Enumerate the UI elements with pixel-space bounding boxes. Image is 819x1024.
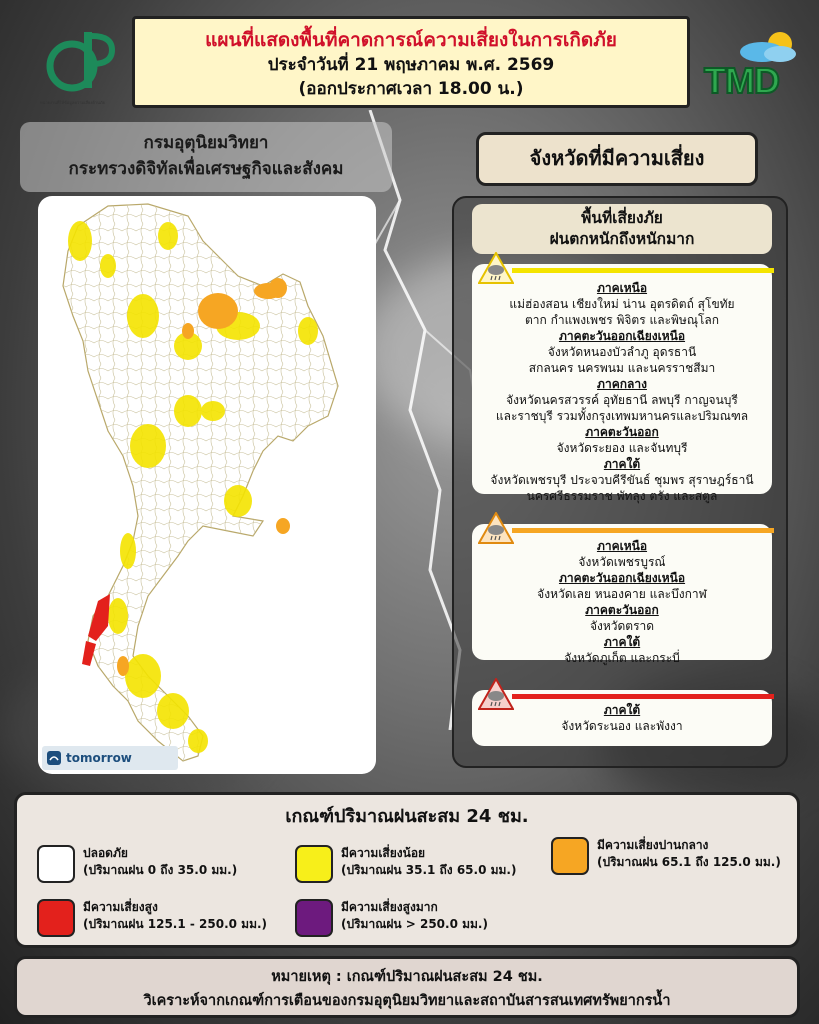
page-title: แผนที่แสดงพื้นที่คาดการณ์ความเสี่ยงในการเกิดภัย: [205, 29, 617, 51]
legend-swatch-very-high: [295, 899, 333, 937]
ministry-logo-caption: หน่วยงานที่ให้ข้อมูลความเสี่ยงด้านภัย: [40, 100, 105, 105]
low-central-line2: และราชบุรี รวมทั้งกรุงเทพมหานครและปริมณฑล: [495, 409, 749, 423]
medium-east-line1: จังหวัดตราด: [589, 619, 655, 633]
medium-risk-bar: [512, 528, 774, 533]
low-north-line1: แม่ฮ่องสอน เชียงใหม่ น่าน อุตรดิตถ์ สุโขทัย: [509, 297, 735, 311]
low-northeast-line2: สกลนคร นครพนม และนครราชสีมา: [528, 361, 716, 375]
low-region-northeast: ภาคตะวันออกเฉียงเหนือ: [558, 329, 686, 343]
medium-region-south: ภาคใต้: [603, 635, 641, 649]
legend-title: เกณฑ์ปริมาณฝนสะสม 24 ชม.: [285, 806, 529, 827]
low-region-south: ภาคใต้: [603, 457, 641, 471]
medium-risk-card: [472, 524, 772, 665]
legend-range-very-high: (ปริมาณฝน > 250.0 มม.): [341, 917, 488, 931]
risk-details-panel: [452, 196, 788, 768]
legend-label-medium: มีความเสี่ยงปานกลาง: [597, 838, 709, 852]
department-box: [20, 122, 392, 192]
low-central-line1: จังหวัดนครสวรรค์ อุทัยธานี ลพบุรี กาญจนบุรี: [506, 393, 738, 407]
rain-cloud-warning-icon: [478, 678, 514, 710]
legend-label-low: มีความเสี่ยงน้อย: [341, 846, 426, 860]
low-south-line1: จังหวัดเพชรบุรี ประจวบคีรีขันธ์ ชุมพร สุราษฎร์ธานี: [490, 473, 754, 487]
medium-region-northeast: ภาคตะวันออกเฉียงเหนือ: [558, 571, 686, 585]
medium-north-line1: จังหวัดเพชรบูรณ์: [578, 555, 666, 569]
low-south-line2: นครศรีธรรมราช พัทลุง ตรัง และสตูล: [526, 489, 718, 503]
hazard-title-line2: ฝนตกหนักถึงหนักมาก: [549, 230, 695, 248]
low-risk-card: [472, 264, 772, 503]
header-banner: [132, 16, 690, 108]
low-north-line2: ตาก กำแพงเพชร พิจิตร และพิษณุโลก: [524, 313, 720, 327]
legend-range-high: (ปริมาณฝน 125.1 - 250.0 มม.): [83, 917, 268, 931]
legend-item-safe: [37, 845, 237, 883]
tmd-logo: [700, 30, 804, 100]
high-risk-card: [472, 690, 772, 746]
low-region-east: ภาคตะวันออก: [585, 425, 659, 439]
high-region-south: ภาคใต้: [603, 703, 641, 717]
low-risk-bar: [512, 268, 774, 273]
rain-cloud-warning-icon: [478, 252, 514, 284]
medium-region-north: ภาคเหนือ: [596, 539, 648, 553]
legend-swatch-low: [295, 845, 333, 883]
legend-item-medium: [551, 837, 781, 875]
medium-south-line1: จังหวัดภูเก็ต และกระบี่: [564, 651, 680, 665]
medium-northeast-line1: จังหวัดเลย หนองคาย และบึงกาฬ: [537, 587, 707, 601]
forecast-date: ประจำวันที่ 21 พฤษภาคม พ.ศ. 2569: [267, 55, 555, 75]
department-name: กรมอุตุนิยมวิทยา: [143, 133, 269, 153]
rain-cloud-warning-icon: [478, 512, 514, 544]
legend-range-safe: (ปริมาณฝน 0 ถึง 35.0 มม.): [83, 863, 238, 877]
thailand-risk-map: [38, 196, 376, 774]
risk-provinces-heading: จังหวัดที่มีความเสี่ยง: [476, 132, 758, 186]
hazard-title: [472, 204, 772, 254]
tomorrow-badge: [42, 746, 178, 770]
tmd-logo-text: TMD: [704, 60, 779, 101]
tomorrow-badge-label: tomorrow: [66, 751, 132, 765]
medium-region-east: ภาคตะวันออก: [585, 603, 659, 617]
low-east-line1: จังหวัดระยอง และจันทบุรี: [556, 441, 688, 455]
legend-item-high: [37, 899, 267, 937]
rainfall-legend: [14, 792, 800, 948]
ministry-name: กระทรวงดิจิทัลเพื่อเศรษฐกิจและสังคม: [68, 159, 344, 179]
footnote-box: [14, 956, 800, 1018]
low-region-north: ภาคเหนือ: [596, 281, 648, 295]
legend-label-safe: ปลอดภัย: [83, 846, 128, 860]
legend-swatch-medium: [551, 837, 589, 875]
low-region-central: ภาคกลาง: [597, 377, 647, 391]
footnote-line1: หมายเหตุ : เกณฑ์ปริมาณฝนสะสม 24 ชม.: [271, 969, 543, 985]
legend-label-high: มีความเสี่ยงสูง: [83, 900, 158, 914]
thailand-map-graphic: [38, 196, 376, 774]
tomorrow-logo-icon: [46, 750, 62, 766]
ministry-logo-icon: [40, 26, 120, 96]
high-risk-bar: [512, 694, 774, 699]
hazard-title-line1: พื้นที่เสี่ยงภัย: [581, 209, 663, 227]
high-south-line1: จังหวัดระนอง และพังงา: [561, 719, 683, 733]
legend-item-very-high: [295, 899, 488, 937]
legend-item-low: [295, 845, 516, 883]
legend-label-very-high: มีความเสี่ยงสูงมาก: [341, 900, 438, 914]
legend-swatch-safe: [37, 845, 75, 883]
low-northeast-line1: จังหวัดหนองบัวลำภู อุดรธานี: [547, 345, 697, 359]
issue-time: (ออกประกาศเวลา 18.00 น.): [298, 79, 524, 99]
ministry-logo: [40, 26, 120, 116]
legend-swatch-high: [37, 899, 75, 937]
legend-range-medium: (ปริมาณฝน 65.1 ถึง 125.0 มม.): [597, 855, 781, 869]
legend-range-low: (ปริมาณฝน 35.1 ถึง 65.0 มม.): [341, 863, 517, 877]
footnote-line2: วิเคราะห์จากเกณฑ์การเตือนของกรมอุตุนิยมวิทยาและสถาบันสารสนเทศทรัพยากรน้ำ: [143, 993, 671, 1009]
